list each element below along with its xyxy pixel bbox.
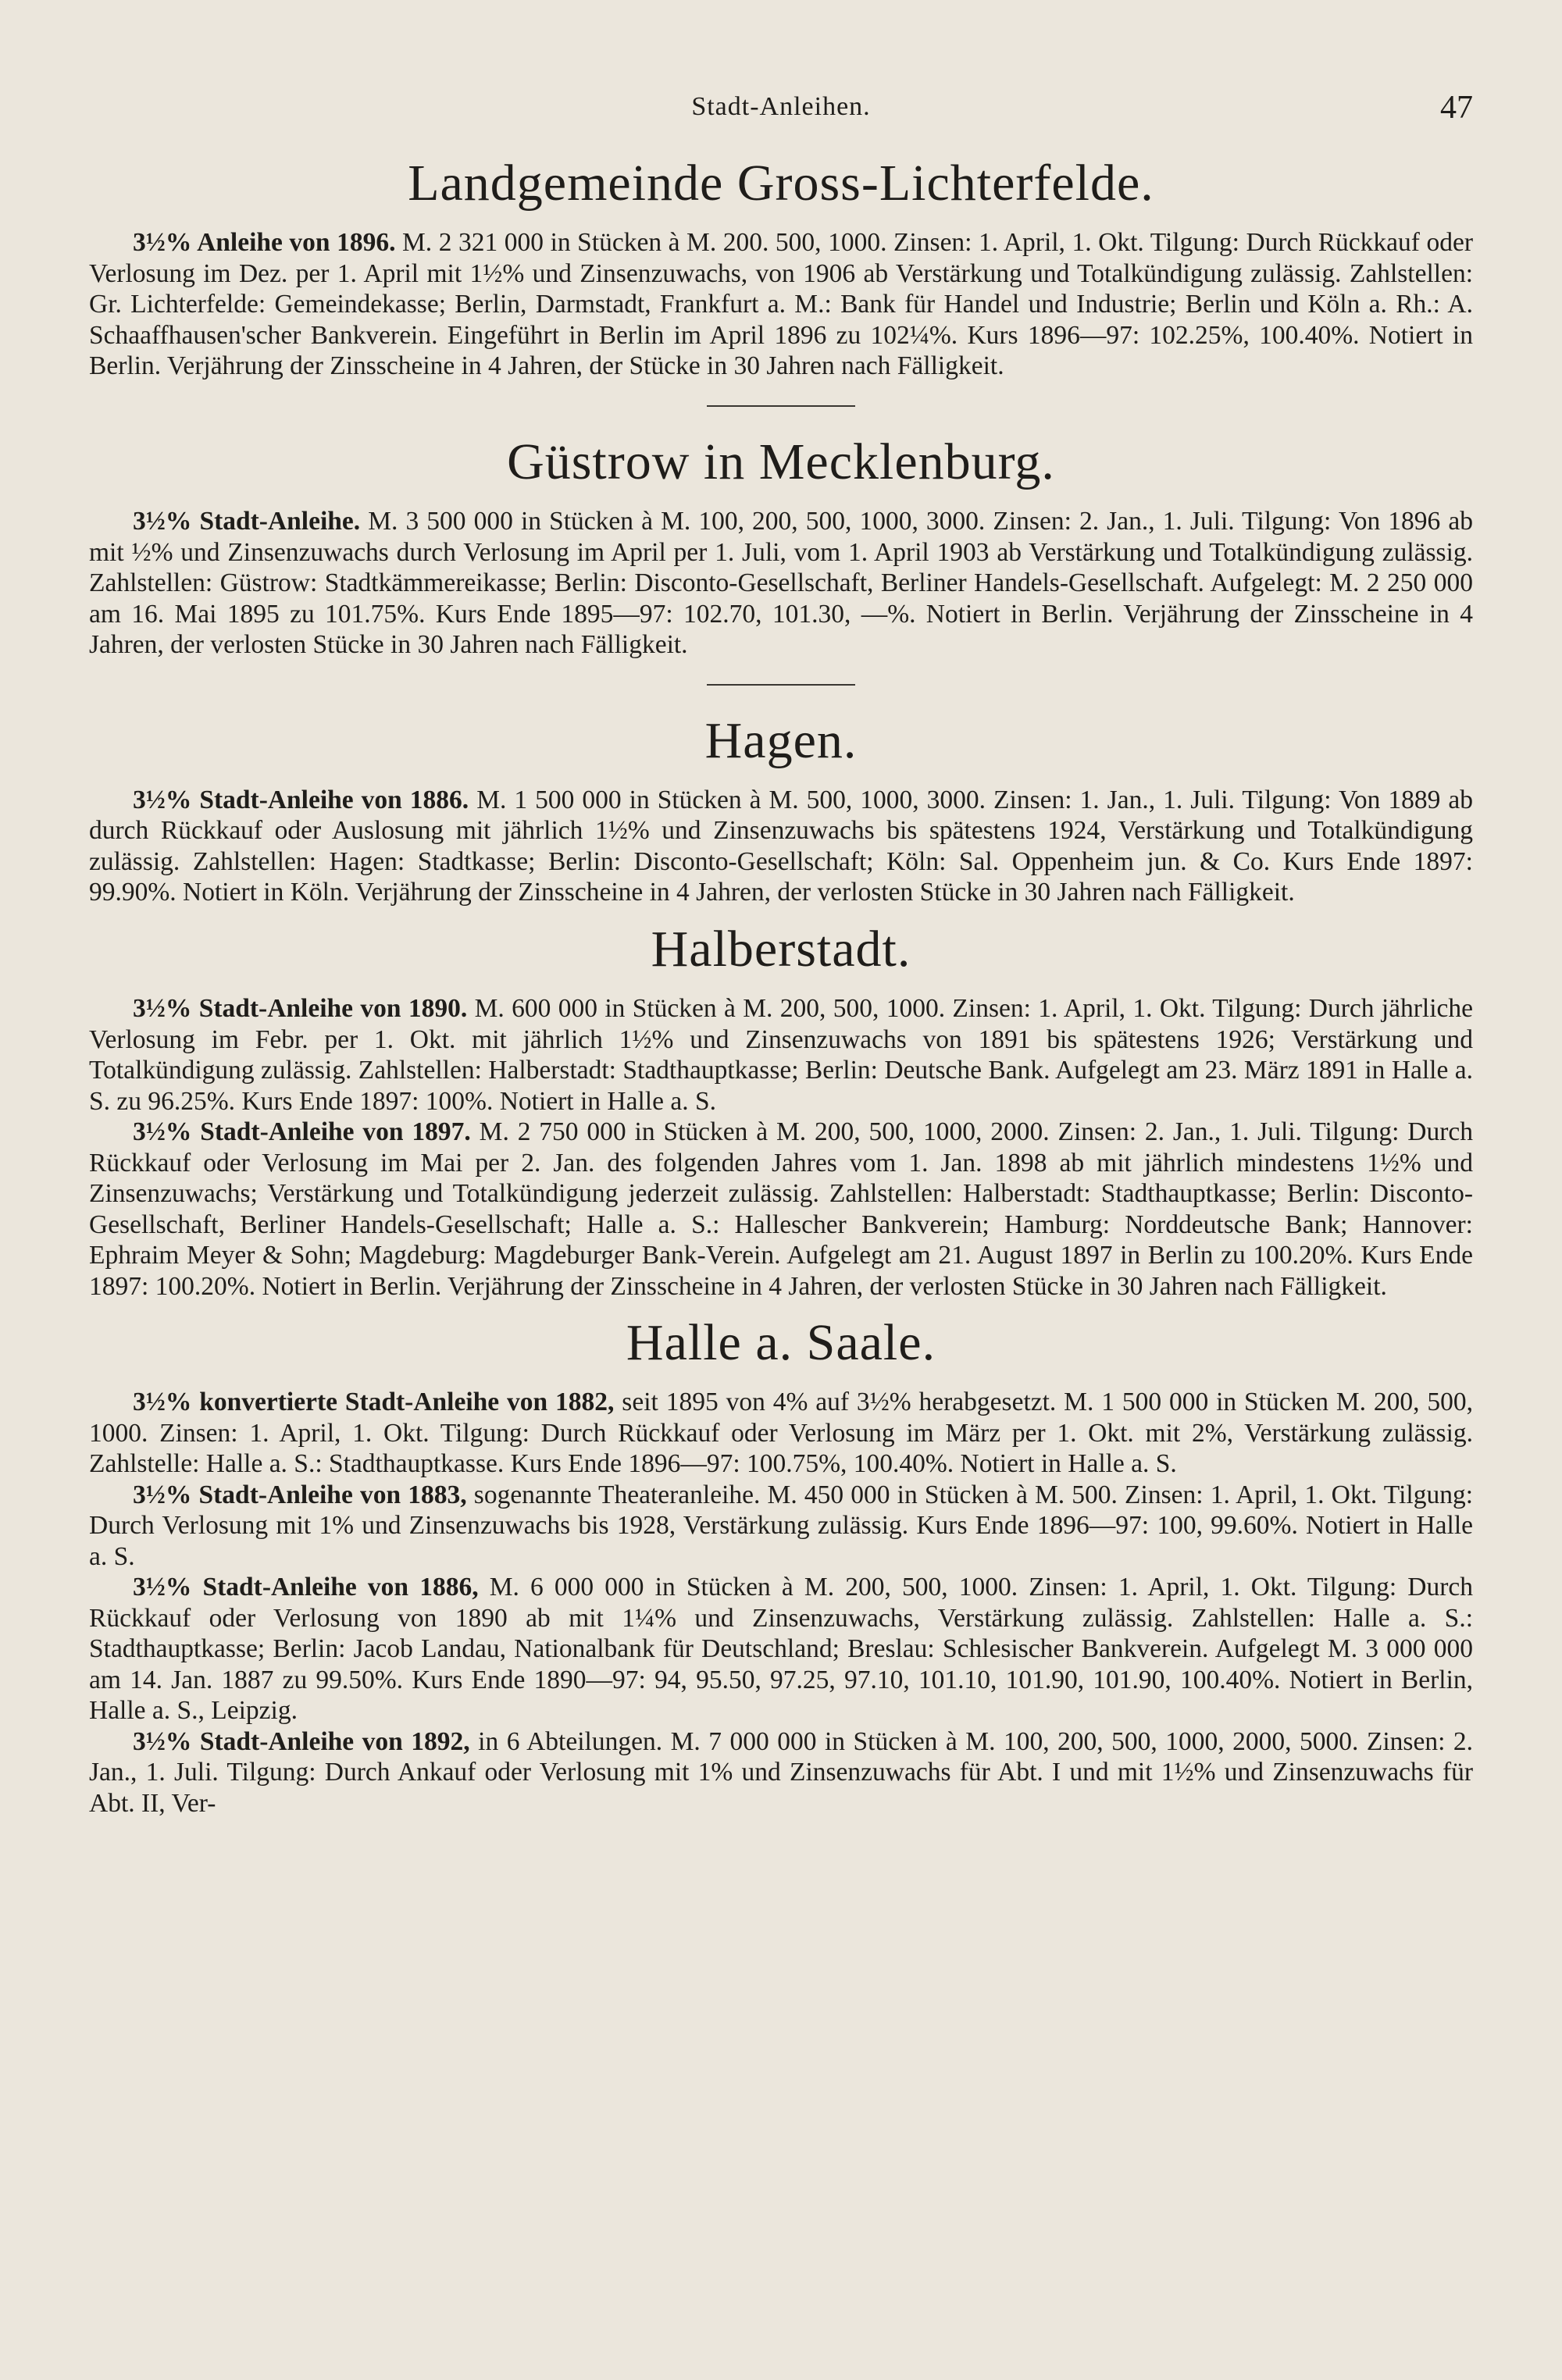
bond-entry — [89, 506, 1473, 661]
bond-entry — [89, 993, 1473, 1117]
page-content — [89, 156, 1473, 1819]
section-title: Halberstadt. — [651, 920, 911, 978]
entry-text: in 6 Abteilungen. M. 7 000 000 in Stücken à M. 100, 200, 500, 1000, 2000, 5000. Zinsen: 2. Jan., 1. Juli. Tilgung: Durch Ankauf oder Verlosung mit 1% und Zinsenzuwachs für Abt. I und mit 1½% und Zinsenzuwachs für Abt. II, Ver- — [89, 1726, 1473, 1818]
entry-text: M. 600 000 in Stücken à M. 200, 500, 1000. Zinsen: 1. April, 1. Okt. Tilgung: Durch jährliche Verlosung im Febr. per 1. Okt. mit jährlich 1½% und Zinsenzuwachs von 1891 bis spätestens 1926; Verstärkung und Totalkündigung zulässig. Zahlstellen: Halberstadt: Stadthauptkasse; Berlin: Deutsche Bank. Aufgelegt am 23. März 1891 in Halle a. S. zu 96.25%. Kurs Ende 1897: 100%. Notiert in Halle a. S. — [89, 994, 1474, 1116]
section-title: Güstrow in Mecklenburg. — [507, 433, 1055, 490]
running-head — [89, 90, 1473, 126]
section-guestrow — [89, 435, 1473, 661]
running-head-title: Stadt-Anleihen. — [691, 92, 871, 121]
entry-lead: 3½% Anleihe von 1896. — [133, 228, 396, 258]
entry-lead: 3½% konvertierte Stadt-Anleihe von 1882, — [133, 1388, 615, 1417]
section-title: Hagen. — [704, 711, 858, 769]
entry-text: M. 2 750 000 in Stücken à M. 200, 500, 1000, 2000. Zinsen: 2. Jan., 1. Juli. Tilgung: Durch Rückkauf oder Verlosung im Mai per 2. Jan. des folgenden Jahres vom 1. Jan. 1898 ab mit jährlich mindestens 1½% und Zinsenzuwachs; Verstärkung und Totalkündigung jederzeit zulässig. Zahlstellen: Halberstadt: Stadthauptkasse; Berlin: Disconto-Gesellschaft, Berliner Handels-Gesellschaft; Halle a. S.: Hallescher Bankverein; Hamburg: Norddeutsche Bank; Hannover: Ephraim Meyer & Sohn; Magdeburg: Magdeburger Bank-Verein. Aufgelegt am 21. August 1897 in Berlin zu 100.20%. Kurs Ende 1897: 100.20%. Notiert in Berlin. Verjährung der Zinsscheine in 4 Jahren, der verlosten Stücke in 30 Jahren nach Fälligkeit. — [89, 1117, 1473, 1301]
bond-entry — [89, 785, 1473, 908]
bond-entry — [89, 1117, 1473, 1302]
page-number: 47 — [1440, 90, 1473, 126]
entry-lead: 3½% Stadt-Anleihe von 1886, — [133, 1573, 479, 1602]
entry-text: sogenannte Theateranleihe. M. 450 000 in Stücken à M. 500. Zinsen: 1. April, 1. Okt. Tilgung: Durch Verlosung mit 1% und Zinsenzuwachs bis 1928, Verstärkung zulässig. Kurs Ende 1896—97: 100, 99.60%. Notiert in Halle a. S. — [89, 1480, 1474, 1571]
entry-lead: 3½% Stadt-Anleihe. — [133, 507, 361, 536]
entry-lead: 3½% Stadt-Anleihe von 1886. — [133, 785, 469, 814]
bond-entry — [89, 1480, 1473, 1573]
entry-text: M. 2 321 000 in Stücken à M. 200. 500, 1000. Zinsen: 1. April, 1. Okt. Tilgung: Durch Rückkauf oder Verlosung im Dez. per 1. April mit 1½% und Zinsenzuwachs, von 1906 ab Verstärkung und Totalkündigung zulässig. Zahlstellen: Gr. Lichterfelde: Gemeindekasse; Berlin, Darmstadt, Frankfurt a. M.: Bank für Handel und Industrie; Berlin und Köln a. Rh.: A. Schaaffhausen'scher Bankverein. Eingeführt in Berlin im April 1896 zu 102¼%. Kurs 1896—97: 102.25%, 100.40%. Notiert in Berlin. Verjährung der Zinsscheine in 4 Jahren, der Stücke in 30 Jahren nach Fälligkeit. — [89, 228, 1474, 381]
entry-text: M. 1 500 000 in Stücken à M. 500, 1000, 3000. Zinsen: 1. Jan., 1. Juli. Tilgung: Von 1889 ab durch Rückkauf oder Auslosung mit jährlich 1½% und Zinsenzuwachs bis spätestens 1924, Verstärkung und Totalkündigung zulässig. Zahlstellen: Hagen: Stadtkasse; Berlin: Disconto-Gesellschaft; Köln: Sal. Oppenheim jun. & Co. Kurs Ende 1897: 99.90%. Notiert in Köln. Verjährung der Zinsscheine in 4 Jahren, der verlosten Stücke in 30 Jahren nach Fälligkeit. — [89, 785, 1474, 907]
section-divider — [707, 684, 855, 686]
section-halle-saale — [89, 1316, 1473, 1819]
section-title: Landgemeinde Gross-Lichterfelde. — [408, 155, 1154, 212]
bond-entry — [89, 1726, 1473, 1819]
section-divider — [707, 405, 855, 407]
entry-lead: 3½% Stadt-Anleihe von 1897. — [133, 1117, 471, 1147]
section-gross-lichterfelde — [89, 156, 1473, 382]
bond-entry — [89, 1572, 1473, 1726]
entry-lead: 3½% Stadt-Anleihe von 1883, — [133, 1480, 467, 1509]
entry-text: M. 3 500 000 in Stücken à M. 100, 200, 500, 1000, 3000. Zinsen: 2. Jan., 1. Juli. Tilgung: Von 1896 ab mit ½% und Zinsenzuwachs durch Verlosung im April per 1. Juli, vom 1. April 1903 ab Verstärkung und Totalkündigung zulässig. Zahlstellen: Güstrow: Stadtkämmereikasse; Berlin: Disconto-Gesellschaft, Berliner Handels-Gesellschaft. Aufgelegt: M. 2 250 000 am 16. Mai 1895 zu 101.75%. Kurs Ende 1895—97: 102.70, 101.30, —%. Notiert in Berlin. Verjährung der Zinsscheine in 4 Jahren, der verlosten Stücke in 30 Jahren nach Fälligkeit. — [89, 507, 1473, 660]
entry-text: M. 6 000 000 in Stücken à M. 200, 500, 1000. Zinsen: 1. April, 1. Okt. Tilgung: Durch Rückkauf oder Verlosung von 1890 ab mit 1¼% und Zinsenzuwachs, Verstärkung zulässig. Zahlstellen: Halle a. S.: Stadthauptkasse; Berlin: Jacob Landau, Nationalbank für Deutschland; Breslau: Schlesischer Bankverein. Aufgelegt M. 3 000 000 am 14. Jan. 1887 zu 99.50%. Kurs Ende 1890—97: 94, 95.50, 97.25, 97.10, 101.10, 101.90, 101.90, 100.40%. Notiert in Berlin, Halle a. S., Leipzig. — [89, 1573, 1473, 1726]
section-halberstadt — [89, 922, 1473, 1302]
bond-entry — [89, 227, 1473, 382]
entry-lead: 3½% Stadt-Anleihe von 1892, — [133, 1726, 470, 1756]
section-title: Halle a. Saale. — [626, 1314, 936, 1372]
entry-text: seit 1895 von 4% auf 3½% herabgesetzt. M. 1 500 000 in Stücken M. 200, 500, 1000. Zinsen: 1. April, 1. Okt. Tilgung: Durch Rückkauf oder Verlosung im März per 1. Okt. mit 2%, Verstärkung zulässig. Zahlstelle: Halle a. S.: Stadthauptkasse. Kurs Ende 1896—97: 100.75%, 100.40%. Notiert in Halle a. S. — [89, 1388, 1473, 1479]
section-hagen — [89, 711, 1474, 908]
bond-entry — [89, 1387, 1473, 1480]
entry-lead: 3½% Stadt-Anleihe von 1890. — [133, 994, 468, 1024]
